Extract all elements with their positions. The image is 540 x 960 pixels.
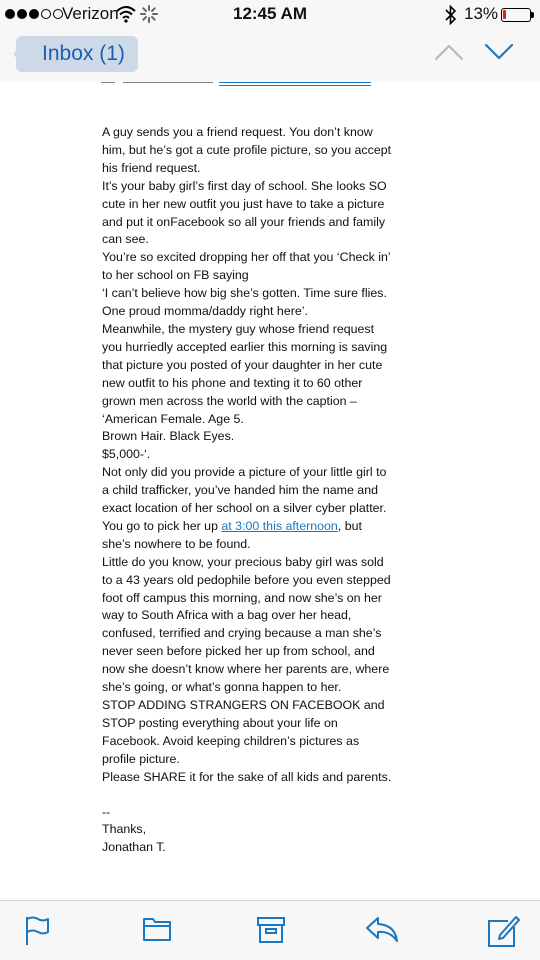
signature-dash: -- <box>102 804 111 819</box>
message-paragraph: ‘I can’t believe how big she’s gotten. Time sure flies. One proud momma/daddy right here’. <box>102 286 387 319</box>
signoff-thanks: Thanks, <box>102 822 147 837</box>
message-paragraph: Not only did you provide a picture of your little girl to a child trafficker, you’ve handed him the name and exact location of her school on a silver cyber platter. <box>102 465 387 516</box>
inbox-back-button[interactable] <box>16 36 138 72</box>
message-paragraph: Please SHARE it for the sake of all kids and parents. <box>102 769 392 784</box>
clipped-recipient-line <box>101 82 401 90</box>
message-paragraph: Meanwhile, the mystery guy whose friend request you hurriedly accepted earlier this morning is saving that picture you posted of your daughter in her cute new outfit to his phone and texting it to 60 other grown men across the world with the caption – <box>102 321 388 408</box>
reply-icon[interactable] <box>364 915 400 943</box>
message-paragraph: Little do you know, your precious baby girl was sold to a 43 years old pedophile before you even stepped foot off campus this morning, and now she’s on her way to South Africa with a bag over her head, confused, terrified and crying because a man she’s never seen before picked her up from school, and now she doesn’t know where her parents are, where she’s going, or what’s gonna happen to her. <box>102 554 391 695</box>
status-time: 12:45 AM <box>232 4 307 23</box>
sender-name: Jonathan T. <box>102 840 166 855</box>
time-detected-link[interactable]: at 3:00 this afternoon <box>221 518 338 533</box>
battery-percent: 13% <box>464 4 499 23</box>
chevron-down-icon[interactable] <box>484 42 514 62</box>
compose-icon[interactable] <box>486 915 520 949</box>
inbox-back-label: Inbox (1) <box>42 42 125 65</box>
message-paragraph: $5,000-‘. <box>102 447 151 462</box>
bluetooth-icon <box>444 4 458 26</box>
pickup-paragraph <box>102 518 392 554</box>
battery-icon <box>501 8 531 22</box>
battery-nub <box>531 12 534 18</box>
message-paragraph: STOP ADDING STRANGERS ON FACEBOOK and STOP posting everything about your life on Facebook. Avoid keeping children’s pictures as profile picture. <box>102 698 385 766</box>
message-paragraph: A guy sends you a friend request. You don’t know him, but he’s got a cute profile picture, so you accept his friend request. <box>102 125 392 175</box>
flag-icon[interactable] <box>24 915 50 947</box>
pickup-text-before: You go to pick her up <box>102 518 222 533</box>
message-text <box>102 124 392 857</box>
battery-level-fill <box>503 10 506 19</box>
mail-nav-bar <box>0 30 540 82</box>
message-paragraph: Brown Hair. Black Eyes. <box>102 429 235 444</box>
carrier-name: Verizon <box>62 4 119 23</box>
status-bar <box>0 0 540 30</box>
mail-toolbar <box>0 900 540 960</box>
message-paragraph: It’s your baby girl’s first day of school. She looks SO cute in her new outfit you just have to take a picture and put it onFacebook so all your friends and family can see. <box>102 178 387 247</box>
message-body <box>0 82 540 900</box>
message-paragraph: ‘American Female. Age 5. <box>102 411 244 426</box>
message-paragraph: You’re so excited dropping her off that you ‘Check in’ to her school on FB saying <box>102 250 391 283</box>
pickup-text-after: , but she’s nowhere to be found. <box>102 518 362 551</box>
archive-icon[interactable] <box>256 915 286 945</box>
chevron-up-icon[interactable] <box>434 42 464 62</box>
folder-icon[interactable] <box>142 915 172 943</box>
